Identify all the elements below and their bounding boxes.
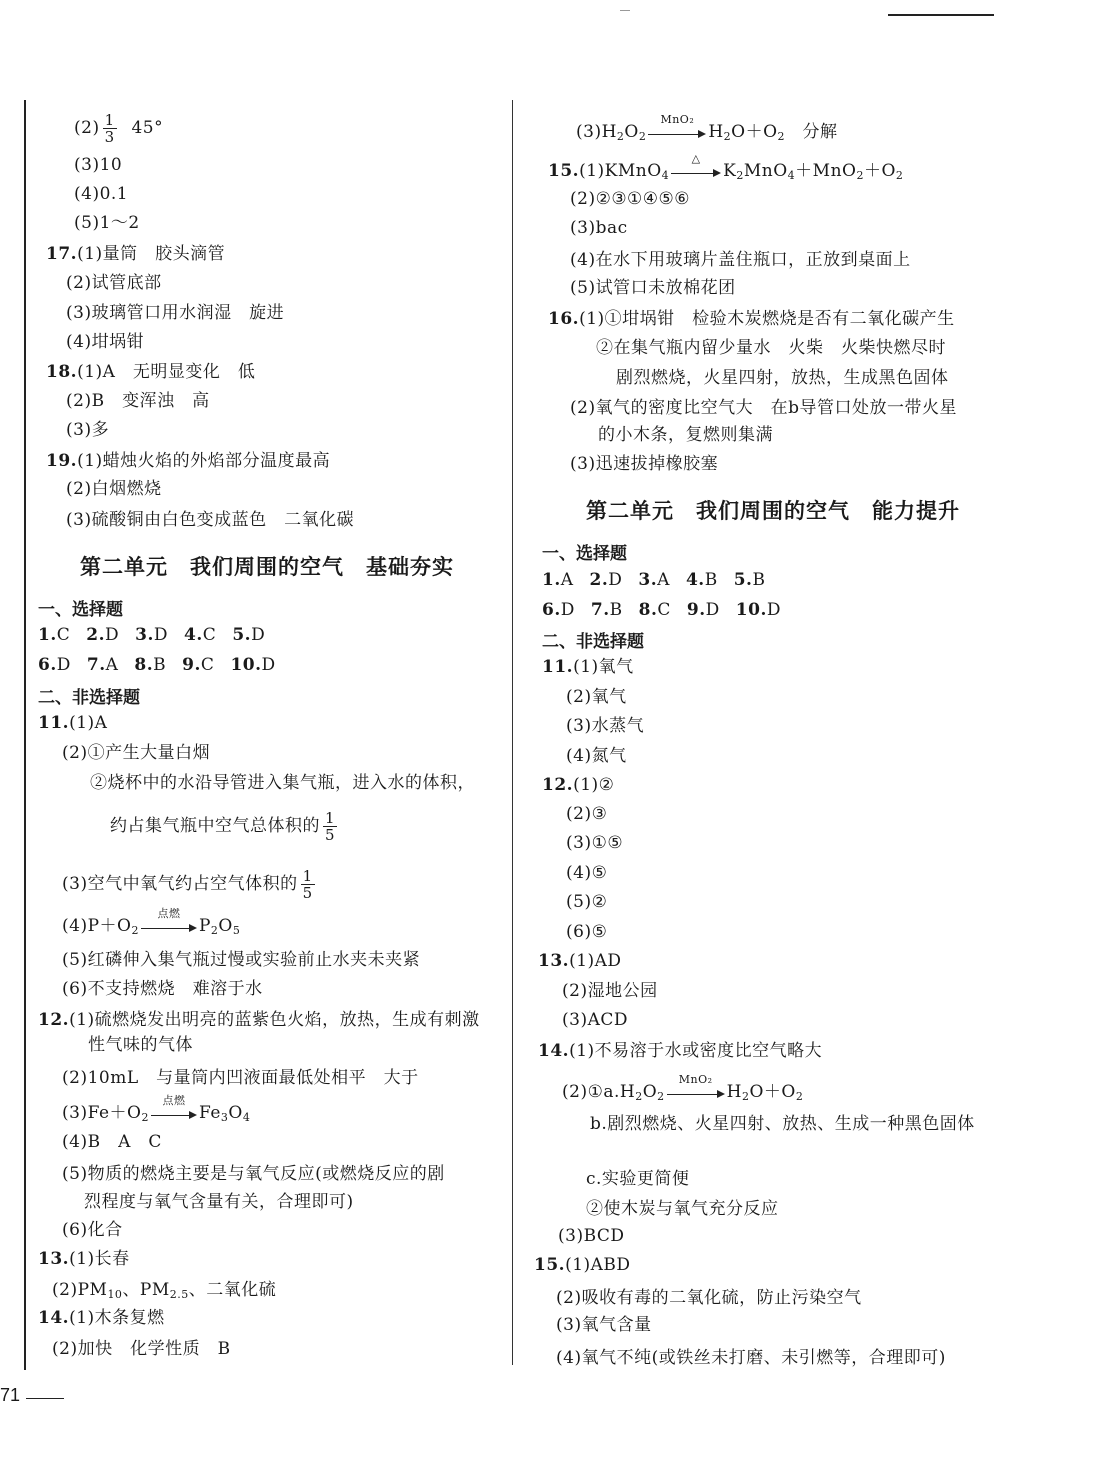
answer-line: (2)10mL 与量筒内凹液面最低处相平 大于 [62, 1068, 419, 1088]
answer-line: 性气味的气体 [88, 1035, 193, 1055]
answer-line: 约占集气瓶中空气总体积的 $\frac{1}{5}$ [110, 809, 336, 844]
mc-answer: 9.C [182, 655, 215, 675]
question-14: 14.(1)不易溶于水或密度比空气略大 [538, 1041, 823, 1061]
top-mark [620, 10, 630, 11]
answer-line: (2)氧气的密度比空气大 在b导管口处放一带火星 [570, 398, 957, 418]
answer-line: (2)试管底部 [66, 273, 162, 293]
answer-line: (2)氧气 [566, 687, 627, 707]
mc-answer: 6.D [38, 655, 71, 675]
mc-answer: 10.D [230, 655, 276, 675]
answer-line: (6)不支持燃烧 难溶于水 [62, 979, 263, 999]
equation: $(3)H_2O_2$ MnO₂ $H_2O+O_2$ 分解 [576, 112, 838, 143]
mc-answer: 9.D [686, 600, 720, 620]
mc-answer: 4.B [685, 570, 718, 590]
answer-line: (2) $\frac{1}{3}$ 45° [74, 111, 164, 146]
answer-line: ②使木炭与氧气充分反应 [586, 1199, 779, 1219]
question-19: 19.(1)蜡烛火焰的外焰部分温度最高 [46, 451, 331, 471]
answer-line: (3)bac [570, 218, 628, 238]
answer-line: (5)② [566, 892, 608, 912]
reaction-arrow: 点燃 [151, 1109, 197, 1119]
mc-answer: 7.A [86, 655, 119, 675]
mc-answer: 10.D [735, 600, 782, 620]
answer-line: (4)⑤ [566, 863, 608, 883]
answer-line: (6)⑤ [566, 922, 608, 942]
mc-answer: 7.B [590, 600, 623, 620]
answer-line: 烈程度与氧气含量有关，合理即可) [84, 1192, 354, 1212]
answer-line: (2)①产生大量白烟 [62, 743, 211, 763]
answer-line: (6)化合 [62, 1220, 123, 1240]
left-margin-rule [24, 100, 26, 1370]
answer-line: (4)氮气 [566, 746, 627, 766]
mc-answer: 3.A [638, 570, 670, 590]
answer-line: (5)红磷伸入集气瓶过慢或实验前止水夹未夹紧 [62, 950, 421, 970]
answer-line: $(2)PM_{10}$、$PM_{2.5}$、二氧化硫 [52, 1280, 277, 1301]
question-11: 11.(1)氧气 [542, 657, 634, 677]
answer-line: (4)0.1 [74, 184, 129, 204]
answer-line: ②在集气瓶内留少量水 火柴 火柴快燃尽时 [596, 338, 946, 358]
question-13: 13.(1)长春 [38, 1249, 130, 1269]
mc-answer: 4.C [184, 625, 217, 645]
answer-line: (4)氧气不纯(或铁丝未打磨、未引燃等，合理即可) [556, 1348, 946, 1368]
mc-answer: 3.D [135, 625, 169, 645]
answer-line: c.实验更简便 [586, 1169, 690, 1189]
answer-line: (5)物质的燃烧主要是与氧气反应(或燃烧反应的剧 [62, 1164, 445, 1184]
section-label: 一、选择题 [38, 600, 123, 620]
mc-answer: 5.D [232, 625, 266, 645]
question-12: 12.(1)② [542, 775, 615, 795]
section-heading: 第二单元 我们周围的空气 能力提升 [586, 498, 960, 523]
reaction-arrow: MnO₂ [667, 1088, 725, 1098]
answer-line: (2)②③①④⑤⑥ [570, 189, 691, 209]
reaction-arrow: MnO₂ [648, 128, 706, 138]
question-15b: 15.(1)ABD [534, 1255, 631, 1275]
answer-line: (3)空气中氧气约占空气体积的 $\frac{1}{5}$ [62, 867, 313, 902]
question-13: 13.(1)AD [538, 951, 622, 971]
answer-line: (3)BCD [558, 1226, 625, 1246]
answer-line: (2)B 变浑浊 高 [66, 391, 210, 411]
reaction-arrow: △ [671, 167, 721, 177]
mc-answer: 1.C [38, 625, 71, 645]
answer-line: (2)白烟燃烧 [66, 479, 162, 499]
section-label: 二、非选择题 [542, 632, 644, 652]
mc-answer: 6.D [542, 600, 575, 620]
mc-row [38, 654, 292, 676]
answer-line: (3)10 [74, 155, 123, 175]
header-rule [888, 14, 994, 16]
page-number-rule [26, 1398, 64, 1399]
answer-line: (3)ACD [562, 1010, 628, 1030]
question-18: 18.(1)A 无明显变化 低 [46, 362, 256, 382]
mc-row [542, 599, 797, 621]
mc-answer: 2.D [86, 625, 120, 645]
mc-row [38, 624, 281, 646]
mc-row [542, 569, 781, 591]
answer-line: (2)③ [566, 804, 608, 824]
answer-line: (4)在水下用玻璃片盖住瓶口，正放到桌面上 [570, 250, 911, 270]
answer-line: (3)迅速拔掉橡胶塞 [570, 454, 719, 474]
section-heading: 第二单元 我们周围的空气 基础夯实 [80, 554, 454, 579]
question-12: 12.(1)硫燃烧发出明亮的蓝紫色火焰，放热，生成有刺激 [38, 1010, 480, 1030]
question-11: 11.(1)A [38, 713, 108, 733]
equation: $(4)P+O_2$ 点燃 $P_2O_5$ [62, 906, 241, 937]
mc-answer: 2.D [589, 570, 623, 590]
answer-line: (5)试管口未放棉花团 [570, 278, 736, 298]
page-number: 71 [0, 1385, 21, 1405]
answer-line: 剧烈燃烧，火星四射，放热，生成黑色固体 [616, 368, 949, 388]
answer-line: (5)1～2 [74, 213, 140, 233]
answer-line: (3)玻璃管口用水润湿 旋进 [66, 303, 285, 323]
equation: $(2)①a.H_2O_2$ MnO₂ $H_2O+O_2$ [562, 1072, 804, 1103]
answer-line: (3)氧气含量 [556, 1315, 652, 1335]
section-label: 二、非选择题 [38, 688, 140, 708]
mc-answer: 1.A [542, 570, 574, 590]
column-divider [512, 100, 513, 1365]
question-14: 14.(1)木条复燃 [38, 1308, 165, 1328]
answer-line: ②烧杯中的水沿导管进入集气瓶，进入水的体积， [90, 773, 475, 793]
answer-line: (2)加快 化学性质 B [52, 1339, 231, 1359]
answer-line: (2)湿地公园 [562, 981, 658, 1001]
question-16: 16.(1)①坩埚钳 检验木炭燃烧是否有二氧化碳产生 [548, 309, 955, 329]
answer-line: (3)水蒸气 [566, 716, 645, 736]
question-17: 17.(1)量筒 胶头滴管 [46, 244, 226, 264]
question-15: 15.(1)KMnO$_4$ △ $K_2MnO_4+MnO_2+O_2$ [548, 151, 904, 182]
answer-line: (3)多 [66, 420, 110, 440]
mc-answer: 8.C [638, 600, 671, 620]
answer-line: (2)吸收有毒的二氧化硫，防止污染空气 [556, 1288, 862, 1308]
mc-answer: 8.B [134, 655, 167, 675]
answer-line: (4)B A C [62, 1132, 162, 1152]
fraction: $\frac{1}{5}$ [302, 867, 313, 902]
answer-line: (4)坩埚钳 [66, 332, 145, 352]
fraction: $\frac{1}{5}$ [325, 809, 336, 844]
answer-line: 的小木条，复燃则集满 [598, 425, 773, 445]
answer-line: (3)①⑤ [566, 833, 624, 853]
mc-answer: 5.B [733, 570, 766, 590]
section-label: 一、选择题 [542, 544, 627, 564]
reaction-arrow: 点燃 [141, 922, 197, 932]
fraction: $\frac{1}{3}$ [104, 111, 115, 146]
answer-line: b.剧烈燃烧、火星四射、放热、生成一种黑色固体 [590, 1114, 975, 1134]
answer-line: (3)硫酸铜由白色变成蓝色 二氧化碳 [66, 510, 355, 530]
equation: $(3)Fe+O_2$ 点燃 $Fe_3O_4$ [62, 1093, 251, 1124]
